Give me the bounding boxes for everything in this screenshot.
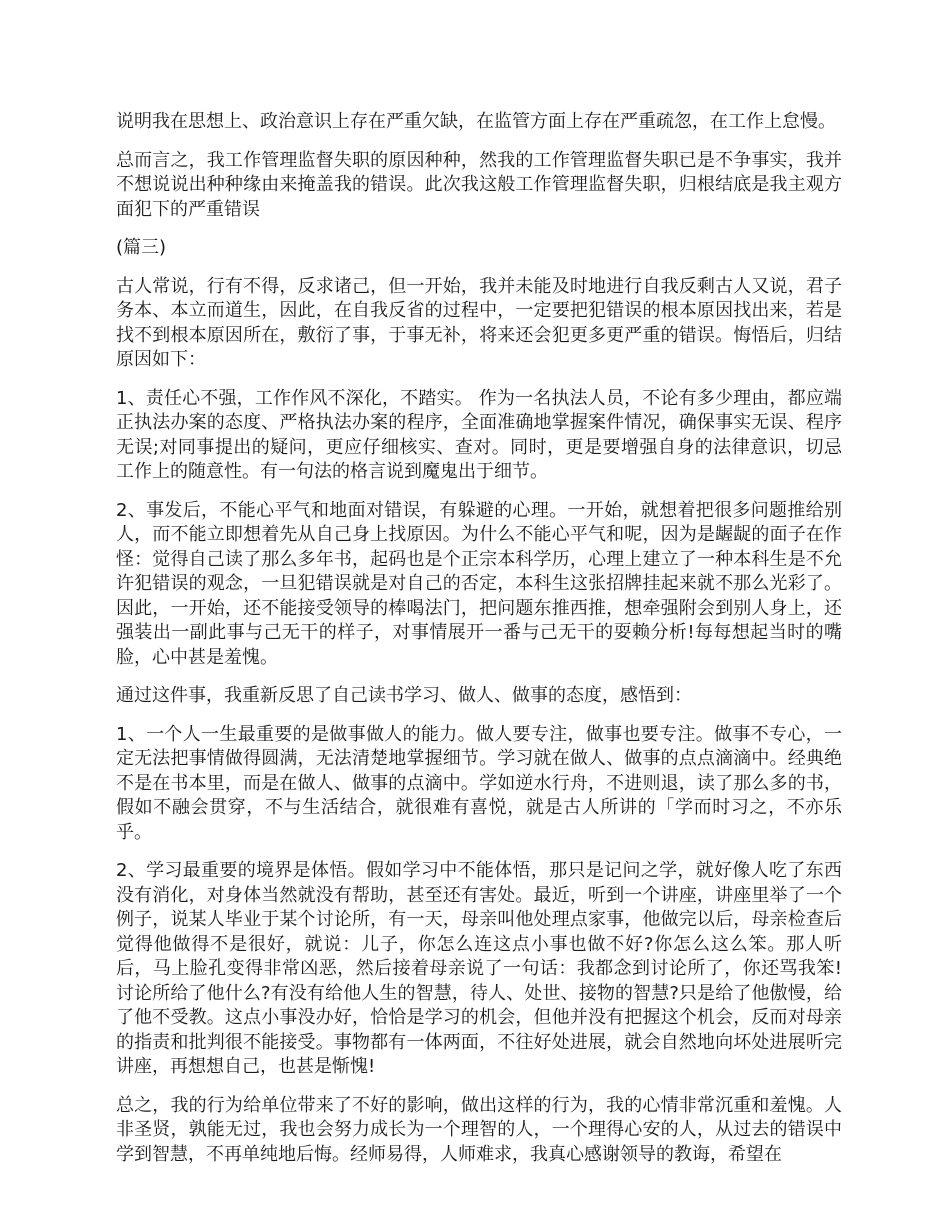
paragraph-continuation: 说明我在思想上、政治意识上存在严重欠缺，在监管方面上存在严重疏忽，在工作上怠慢。 [116, 111, 836, 132]
paragraph-insight-2: 2、学习最重要的境界是体悟。假如学习中不能体悟，那只是记问之学，就好像人吃了东西没有消化，对身体当然就没有帮助，甚至还有害处。最近，听到一个讲座，讲座里举了一个例子，说某人毕业于某个讨论所，有一天，母亲叫他处理点家事，他做完以后，母亲检查后觉得他做得不是很好，就说：儿子，你怎么连这点小事也做不好?你怎么这么笨。那人听后，马上脸孔变得非常凶恶，然后接着母亲说了一句话：我都念到讨论所了，你还骂我笨!讨论所给了他什么?有没有给他人生的智慧，待人、处世、接物的智慧?只是给了他傲慢，给了他不受教。这点小事没办好，恰恰是学习的机会，但他并没有把握这个机会，反而对母亲的指责和批判很不能接受。事物都有一体两面，不往好处进展，就会自然地向坏处进展听完讲座，再想想自己，也甚是惭愧! [116, 860, 842, 1077]
section-heading: (篇三) [116, 237, 167, 258]
paragraph-intro: 古人常说，行有不得，反求诸己，但一开始，我并未能及时地进行自我反剩古人又说，君子务本、本立而道生，因此，在自我反省的过程中，一定要把犯错误的根本原因找出来，若是找不到根本原因所在，敷衍了事，于事无补，将来还会犯更多更严重的错误。悔悟后，归结原因如下： [116, 275, 842, 370]
paragraph-summary: 总而言之，我工作管理监督失职的原因种种，然我的工作管理监督失职已是不争事实，我并不想说说出种种缘由来掩盖我的错误。此次我这般工作管理监督失职，归根结底是我主观方面犯下的严重错误 [116, 149, 842, 220]
paragraph-reason-1: 1、责任心不强，工作作风不深化，不踏实。 作为一名执法人员，不论有多少理由，都应端正执法办案的态度、严格执法办案的程序，全面准确地掌握案件情况，确保事实无误、程序无误;对同事提出的疑问，更应仔细核实、查对。同时，更是要增强自身的法律意识，切忌工作上的随意性。有一句法的格言说到魔鬼出于细节。 [116, 387, 842, 482]
paragraph-reason-2: 2、事发后，不能心平气和地面对错误，有躲避的心理。一开始，就想着把很多问题推给别人，而不能立即想着先从自己身上找原因。为什么不能心平气和呢，因为是龌龊的面子在作怪：觉得自己读了那么多年书，起码也是个正宗本科学历，心理上建立了一种本科生是不允许犯错误的观念，一旦犯错误就是对自己的否定，本科生这张招牌挂起来就不那么光彩了。因此，一开始，还不能接受领导的棒喝法门，把问题东推西推，想牵强附会到别人身上，还强装出一副此事与己无干的样子，对事情展开一番与己无干的耍赖分析!每每想起当时的嘴脸，心中甚是羞愧。 [116, 499, 842, 668]
paragraph-insight-1: 1、一个人一生最重要的是做事做人的能力。做人要专注，做事也要专注。做事不专心，一定无法把事情做得圆满，无法清楚地掌握细节。学习就在做人、做事的点点滴滴中。经典绝不是在书本里，而是在做人、做事的点滴中。学如逆水行舟，不进则退，读了那么多的书，假如不融会贯穿，不与生活结合，就很难有喜悦，就是古人所讲的「学而时习之，不亦乐乎。 [116, 723, 842, 843]
paragraph-conclusion: 总之，我的行为给单位带来了不好的影响，做出这样的行为，我的心情非常沉重和羞愧。人非圣贤，孰能无过，我也会努力成长为一个理智的人，一个理得心安的人，从过去的错误中学到智慧，不再单纯地后悔。经师易得，人师难求，我真心感谢领导的教诲，希望在 [116, 1094, 842, 1165]
paragraph-reflection: 通过这件事，我重新反思了自己读书学习、做人、做事的态度，感悟到： [116, 685, 692, 706]
document-page [116, 110, 842, 1181]
